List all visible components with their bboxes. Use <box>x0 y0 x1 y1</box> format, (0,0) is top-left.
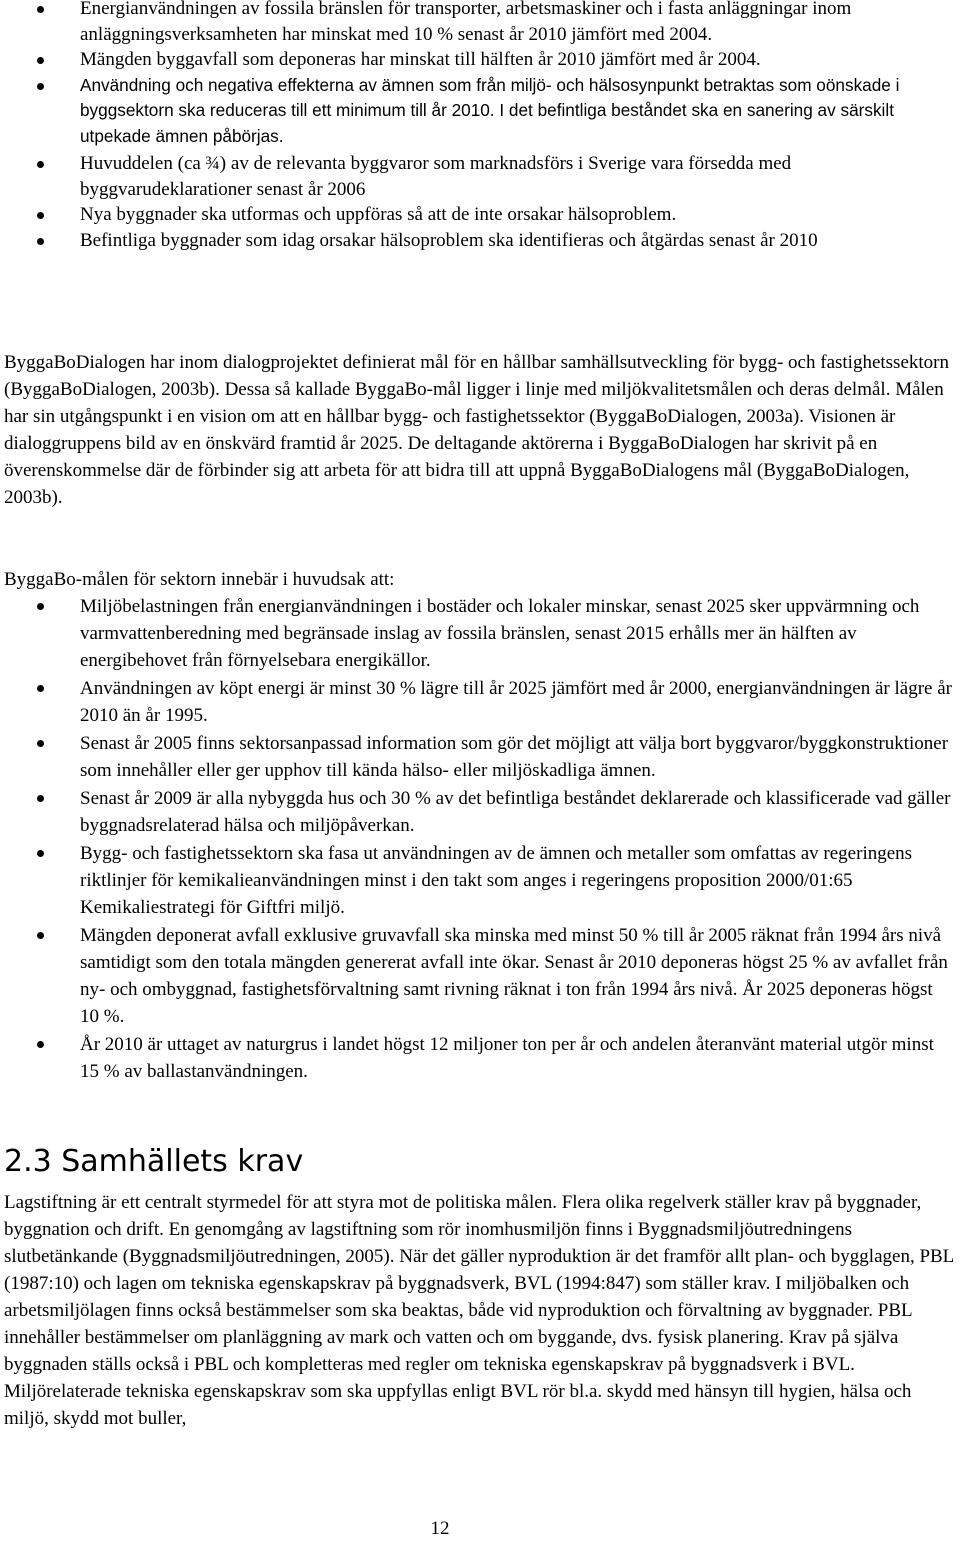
list-item <box>0 922 960 1030</box>
list-item <box>0 73 960 150</box>
list-item <box>0 593 960 674</box>
list-item <box>0 675 960 729</box>
list-item <box>0 151 960 202</box>
paragraph-lagstiftning: Lagstiftning är ett centralt styrmedel för att styra mot de politiska målen. Flera olika regelverk ställer krav på byggnader, byggnation och drift. En genomgång av lagstiftning som rör inomhusmiljön finns i Byggnadsmiljöutredningens slutbetänkande (Byggnadsmiljöutredningen, 2005). När det gäller nyproduktion är det framför allt plan- och bygglagen, PBL (1987:10) och lagen om tekniska egenskapskrav på byggnadsverk, BVL (1994:847) som ställer krav. I miljöbalken och arbetsmiljölagen finns också bestämmelser som ska beaktas, både vid nyproduktion och förvaltning av byggnader. PBL innehåller bestämmelser om planläggning av mark och vatten och om byggande, dvs. fysisk planering. Krav på själva byggnaden ställs också i PBL och kompletteras med regler om tekniska egenskapskrav på byggnadsverk i BVL. Miljörelaterade tekniska egenskapskrav som ska uppfyllas enligt BVL rör bl.a. skydd med hänsyn till hygien, hälsa och miljö, skydd mot buller, <box>4 1192 954 1429</box>
list-item-text: Miljöbelastningen från energianvändningen i bostäder och lokaler minskar, senast 2025 sker uppvärmning och varmvattenberedning med begränsade inslag av fossila bränslen, senast 2015 erhålls mer än hälften av energibehovet från förnyelsebara energikällor. <box>80 596 920 671</box>
page-number: 12 <box>430 1518 450 1539</box>
list-item-text: Mängden byggavfall som deponeras har minskat till hälften år 2010 jämfört med år 2004. <box>80 49 761 70</box>
list-item-text: År 2010 är uttaget av naturgrus i landet högst 12 miljoner ton per år och andelen återanvänt material utgör minst 15 % av ballastanvändningen. <box>80 1034 934 1082</box>
list-item-text: Mängden deponerat avfall exklusive gruvavfall ska minska med minst 50 % till år 2005 räknat från 1994 års nivå samtidigt som den totala mängden genererat avfall inte ökar. Senast år 2010 deponeras högst 25 % av avfallet från ny- och ombyggnad, fastighetsförvaltning samt rivning räknat i ton från 1994 års nivå. År 2025 deponeras högst 10 %. <box>80 925 948 1027</box>
paragraph-byggabodialogen: ByggaBoDialogen har inom dialogprojektet definierat mål för en hållbar samhällsutveckling för bygg- och fastighetssektorn (ByggaBoDialogen, 2003b). Dessa så kallade ByggaBo-mål ligger i linje med miljökvalitetsmålen och deras delmål. Målen har sin utgångspunkt i en vision om att en hållbar bygg- och fastighetssektor (ByggaBoDialogen, 2003a). Visionen är dialoggruppens bild av en önskvärd framtid år 2025. De deltagande aktörerna i ByggaBoDialogen har skrivit på en överenskommelse där de förbinder sig att arbeta för att bidra till att uppnå ByggaBoDialogens mål (ByggaBoDialogen, 2003b). <box>4 352 949 508</box>
list-item-text: Befintliga byggnader som idag orsakar hälsoproblem ska identifieras och åtgärdas senast år 2010 <box>80 229 818 251</box>
list-item-text: Huvuddelen (ca ¾) av de relevanta byggvaror som marknadsförs i Sverige vara försedda med byggvarudeklarationer senast år 2006 <box>80 153 792 200</box>
top-bullet-list <box>0 0 960 253</box>
list-item-text: Användning och negativa effekterna av ämnen som från miljö- och hälsosynpunkt betraktas som oönskade i byggsektorn ska reduceras till ett minimum till år 2010. <box>80 74 900 120</box>
list-item-text: Bygg- och fastighetssektorn ska fasa ut användningen av de ämnen och metaller som omfattas av regeringens riktlinjer för kemikalieanvändningen minst i den takt som anges i regeringens proposition 2000/01:65 Kemikaliestrategi för Giftfri miljö. <box>80 843 913 918</box>
list-item <box>0 228 960 254</box>
list-item-text: Senast år 2009 är alla nybyggda hus och 30 % av det befintliga beståndet deklarerade och klassificerade vad gäller byggnadsrelaterad hälsa och miljöpåverkan. <box>80 788 951 836</box>
list-item-text: Senast år 2005 finns sektorsanpassad information som gör det möjligt att välja bort byggvaror/byggkonstruktioner som innehåller eller ger upphov till kända hälso- eller miljöskadliga ämnen. <box>80 733 949 781</box>
list-item-text: I det befintliga beståndet ska en sanering av särskilt utpekade ämnen påbörjas. <box>80 100 894 146</box>
list-item <box>0 840 960 921</box>
section-heading: 2.3 Samhällets krav <box>4 1144 304 1179</box>
list-item <box>0 202 960 228</box>
list-item <box>0 785 960 839</box>
list-item-text: Energianvändningen av fossila bränslen för transporter, arbetsmaskiner och i fasta anläggningar inom anläggningsverksamheten har minskat med 10 % senast år 2010 jämfört med 2004. <box>80 0 852 45</box>
list-item <box>0 47 960 73</box>
list-item <box>0 730 960 784</box>
list-item-text: Nya byggnader ska utformas och uppföras så att de inte orsakar hälsoproblem. <box>80 204 677 225</box>
list-item <box>0 1031 960 1085</box>
goals-intro: ByggaBo-målen för sektorn innebär i huvudsak att: <box>4 569 395 590</box>
goal-bullet-list <box>0 593 960 1086</box>
list-item-text: Användningen av köpt energi är minst 30 % lägre till år 2025 jämfört med år 2000, energianvändningen är lägre år 2010 än år 1995. <box>80 678 952 726</box>
list-item <box>0 0 960 47</box>
